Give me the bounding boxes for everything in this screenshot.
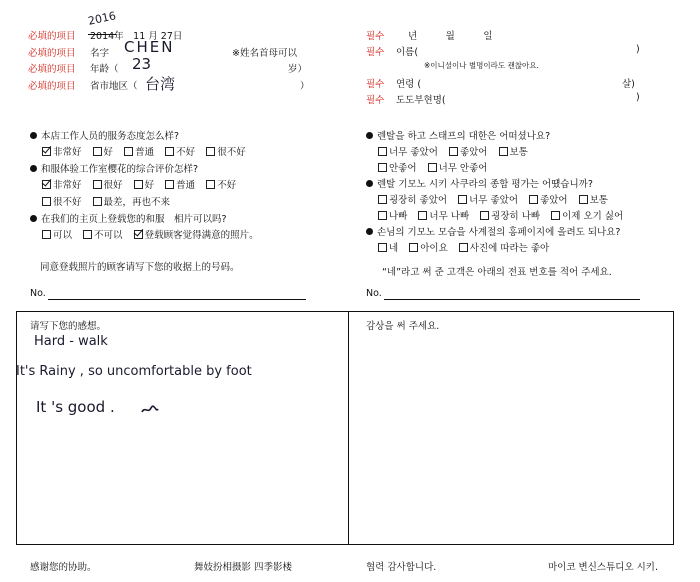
- receipt-no-label: No.: [30, 288, 46, 299]
- region-close: ): [636, 92, 640, 103]
- option[interactable]: 可以: [42, 227, 72, 241]
- option[interactable]: 不好: [206, 177, 236, 191]
- checkbox-icon[interactable]: [409, 243, 418, 252]
- options-overall-row2: [42, 194, 178, 208]
- checkbox-icon[interactable]: [449, 147, 458, 156]
- option[interactable]: 너무 나빠: [418, 208, 469, 222]
- name-close: ): [636, 44, 640, 55]
- option[interactable]: 좋았어: [529, 192, 568, 206]
- option[interactable]: 最差，再也不来: [93, 194, 171, 208]
- age-field[interactable]: 연령 (: [396, 79, 422, 90]
- option[interactable]: 普通: [124, 144, 154, 158]
- question-service: 本店工作人员的服务态度怎么样?: [30, 128, 179, 142]
- checkbox-icon[interactable]: [459, 243, 468, 252]
- required-label: 必填的项目: [28, 64, 76, 75]
- receipt-no-line[interactable]: [48, 299, 306, 300]
- age-close: 살): [622, 79, 635, 90]
- checkbox-icon[interactable]: [42, 230, 51, 239]
- footer-thanks-cn: 感谢您的协助。: [30, 562, 97, 573]
- checkbox-icon[interactable]: [579, 195, 588, 204]
- handwritten-name[interactable]: CHEN: [124, 38, 175, 56]
- checkbox-icon[interactable]: [428, 163, 437, 172]
- checkbox-icon[interactable]: [165, 147, 174, 156]
- options-overall-kr-row1: [378, 192, 616, 206]
- option[interactable]: 好: [134, 177, 155, 191]
- options-service-kr-row1: [378, 144, 536, 158]
- options-overall-kr-row2: [378, 208, 631, 222]
- options-service: [42, 144, 254, 158]
- checkbox-icon[interactable]: [124, 147, 133, 156]
- footer-thanks-kr: 협력 감사합니다.: [366, 562, 437, 573]
- option[interactable]: 굉장히 나빠: [480, 208, 540, 222]
- option[interactable]: 很不好: [206, 144, 246, 158]
- checkbox-icon[interactable]: [378, 147, 387, 156]
- feedback-box[interactable]: [16, 311, 674, 545]
- name-note: ※이니셜이나 별명이라도 괜찮아요.: [424, 61, 539, 70]
- name-field[interactable]: 이름(: [396, 47, 419, 58]
- checkbox-icon[interactable]: [83, 230, 92, 239]
- required-label: 필수: [366, 47, 385, 58]
- checkbox-icon[interactable]: [499, 147, 508, 156]
- option[interactable]: 나빠: [378, 208, 407, 222]
- checkbox-icon[interactable]: [529, 195, 538, 204]
- bullet-icon: [366, 228, 373, 235]
- handwritten-feedback-line: It's Rainy , so uncomfortable by foot: [16, 364, 252, 379]
- bullet-icon: [30, 165, 37, 172]
- option[interactable]: 很好: [93, 177, 123, 191]
- checkbox-icon[interactable]: [378, 243, 387, 252]
- scribble-mark: [140, 404, 160, 416]
- bullet-icon: [30, 215, 37, 222]
- checkbox-icon[interactable]: [134, 180, 143, 189]
- option[interactable]: 很不好: [42, 194, 82, 208]
- options-photo: [42, 227, 267, 241]
- checkbox-icon[interactable]: [206, 180, 215, 189]
- checkbox-checked-icon[interactable]: [42, 180, 51, 189]
- bullet-icon: [30, 132, 37, 139]
- handwritten-year: 2016: [86, 9, 118, 28]
- question-photo: 在我们的主页上登载您的和服 相片可以吗?: [30, 211, 227, 225]
- option[interactable]: 普通: [165, 177, 195, 191]
- checkbox-icon[interactable]: [458, 195, 467, 204]
- age-label: 年龄（: [90, 64, 119, 75]
- age-unit: 岁）: [288, 64, 308, 75]
- checkbox-icon[interactable]: [165, 180, 174, 189]
- checkbox-icon[interactable]: [42, 197, 51, 206]
- region-label: 省市地区（: [90, 81, 138, 92]
- checkbox-icon[interactable]: [418, 211, 427, 220]
- checkbox-icon[interactable]: [378, 163, 387, 172]
- date-field[interactable]: 2014年 11 月 27日: [90, 31, 183, 42]
- options-overall-row1: [42, 177, 244, 191]
- name-label: 名字: [90, 48, 110, 59]
- option[interactable]: 보통: [499, 144, 528, 158]
- option[interactable]: 非常好: [42, 177, 82, 191]
- required-label: 必填的项目: [28, 48, 76, 59]
- option[interactable]: 네: [378, 240, 398, 254]
- option[interactable]: 不好: [165, 144, 195, 158]
- footer-shop-kr: 마이코 변신스튜디오 시키.: [548, 562, 659, 573]
- option[interactable]: 不可以: [83, 227, 123, 241]
- date-field[interactable]: 년 월 일: [408, 31, 493, 42]
- required-label: 필수: [366, 79, 385, 90]
- options-photo-kr: [378, 240, 557, 254]
- bullet-icon: [366, 180, 373, 187]
- option[interactable]: 너무 좋았어: [378, 144, 438, 158]
- required-label: 필수: [366, 31, 385, 42]
- footer-shop-cn: 舞妓扮相摄影 四季影楼: [194, 562, 293, 573]
- question-photo-kr: 손님의 기모노 모습을 사계절의 홍페이지에 올려도 되나요?: [366, 224, 620, 238]
- year-strike: [88, 34, 116, 35]
- option[interactable]: 보통: [579, 192, 608, 206]
- checkbox-icon[interactable]: [93, 197, 102, 206]
- option[interactable]: 너무 안좋어: [428, 160, 488, 174]
- handwritten-feedback-line: Hard - walk: [34, 334, 108, 349]
- option[interactable]: 안좋어: [378, 160, 417, 174]
- handwritten-feedback-line: It 's good .: [36, 398, 115, 416]
- option[interactable]: 사진에 따라는 좋아: [459, 240, 549, 254]
- checkbox-icon[interactable]: [93, 147, 102, 156]
- required-label: 必填的项目: [28, 31, 76, 42]
- required-label: 必填的项目: [28, 81, 76, 92]
- name-note: ※姓名首母可以: [232, 48, 297, 59]
- region-close: ）: [300, 81, 310, 92]
- checkbox-checked-icon[interactable]: [42, 147, 51, 156]
- option[interactable]: 登载顾客觉得满意的照片。: [134, 227, 259, 241]
- options-service-kr-row2: [378, 160, 495, 174]
- handwritten-age[interactable]: 23: [132, 55, 152, 73]
- option[interactable]: 굉장히 좋았어: [378, 192, 447, 206]
- checkbox-icon[interactable]: [480, 211, 489, 220]
- option[interactable]: 너무 좋았어: [458, 192, 518, 206]
- option[interactable]: 好: [93, 144, 114, 158]
- checkbox-icon[interactable]: [378, 211, 387, 220]
- bullet-icon: [366, 132, 373, 139]
- handwritten-region[interactable]: 台湾: [145, 75, 176, 93]
- receipt-no-line-kr[interactable]: [384, 299, 640, 300]
- feedback-title-kr: 감상을 써 주세요.: [366, 321, 440, 332]
- region-field[interactable]: 도도부현명(: [396, 95, 446, 106]
- option[interactable]: 非常好: [42, 144, 82, 158]
- question-overall-kr: 렌탈 기모노 시키 사쿠라의 종합 평가는 어떘습니까?: [366, 176, 593, 190]
- feedback-title-cn: 请写下您的感想。: [30, 321, 107, 332]
- option[interactable]: 이제 오기 싫어: [551, 208, 623, 222]
- question-overall: 和服体验工作室樱花的综合评价怎样?: [30, 161, 198, 175]
- option[interactable]: 좋았어: [449, 144, 488, 158]
- question-service-kr: 렌탈을 하고 스태프의 대한은 어떠셨나요?: [366, 128, 550, 142]
- option[interactable]: 아이요: [409, 240, 448, 254]
- checkbox-icon[interactable]: [206, 147, 215, 156]
- receipt-no-label-kr: No.: [366, 288, 382, 299]
- checkbox-checked-icon[interactable]: [134, 230, 143, 239]
- checkbox-icon[interactable]: [93, 180, 102, 189]
- feedback-divider: [348, 311, 349, 544]
- receipt-note-kr: “네”라고 써 준 고객은 아래의 전표 번호를 적어 주세요.: [382, 267, 612, 278]
- required-label: 필수: [366, 95, 385, 106]
- receipt-note: 同意登载照片的顾客请写下您的收据上的号码。: [40, 262, 240, 273]
- checkbox-icon[interactable]: [378, 195, 387, 204]
- checkbox-icon[interactable]: [551, 211, 560, 220]
